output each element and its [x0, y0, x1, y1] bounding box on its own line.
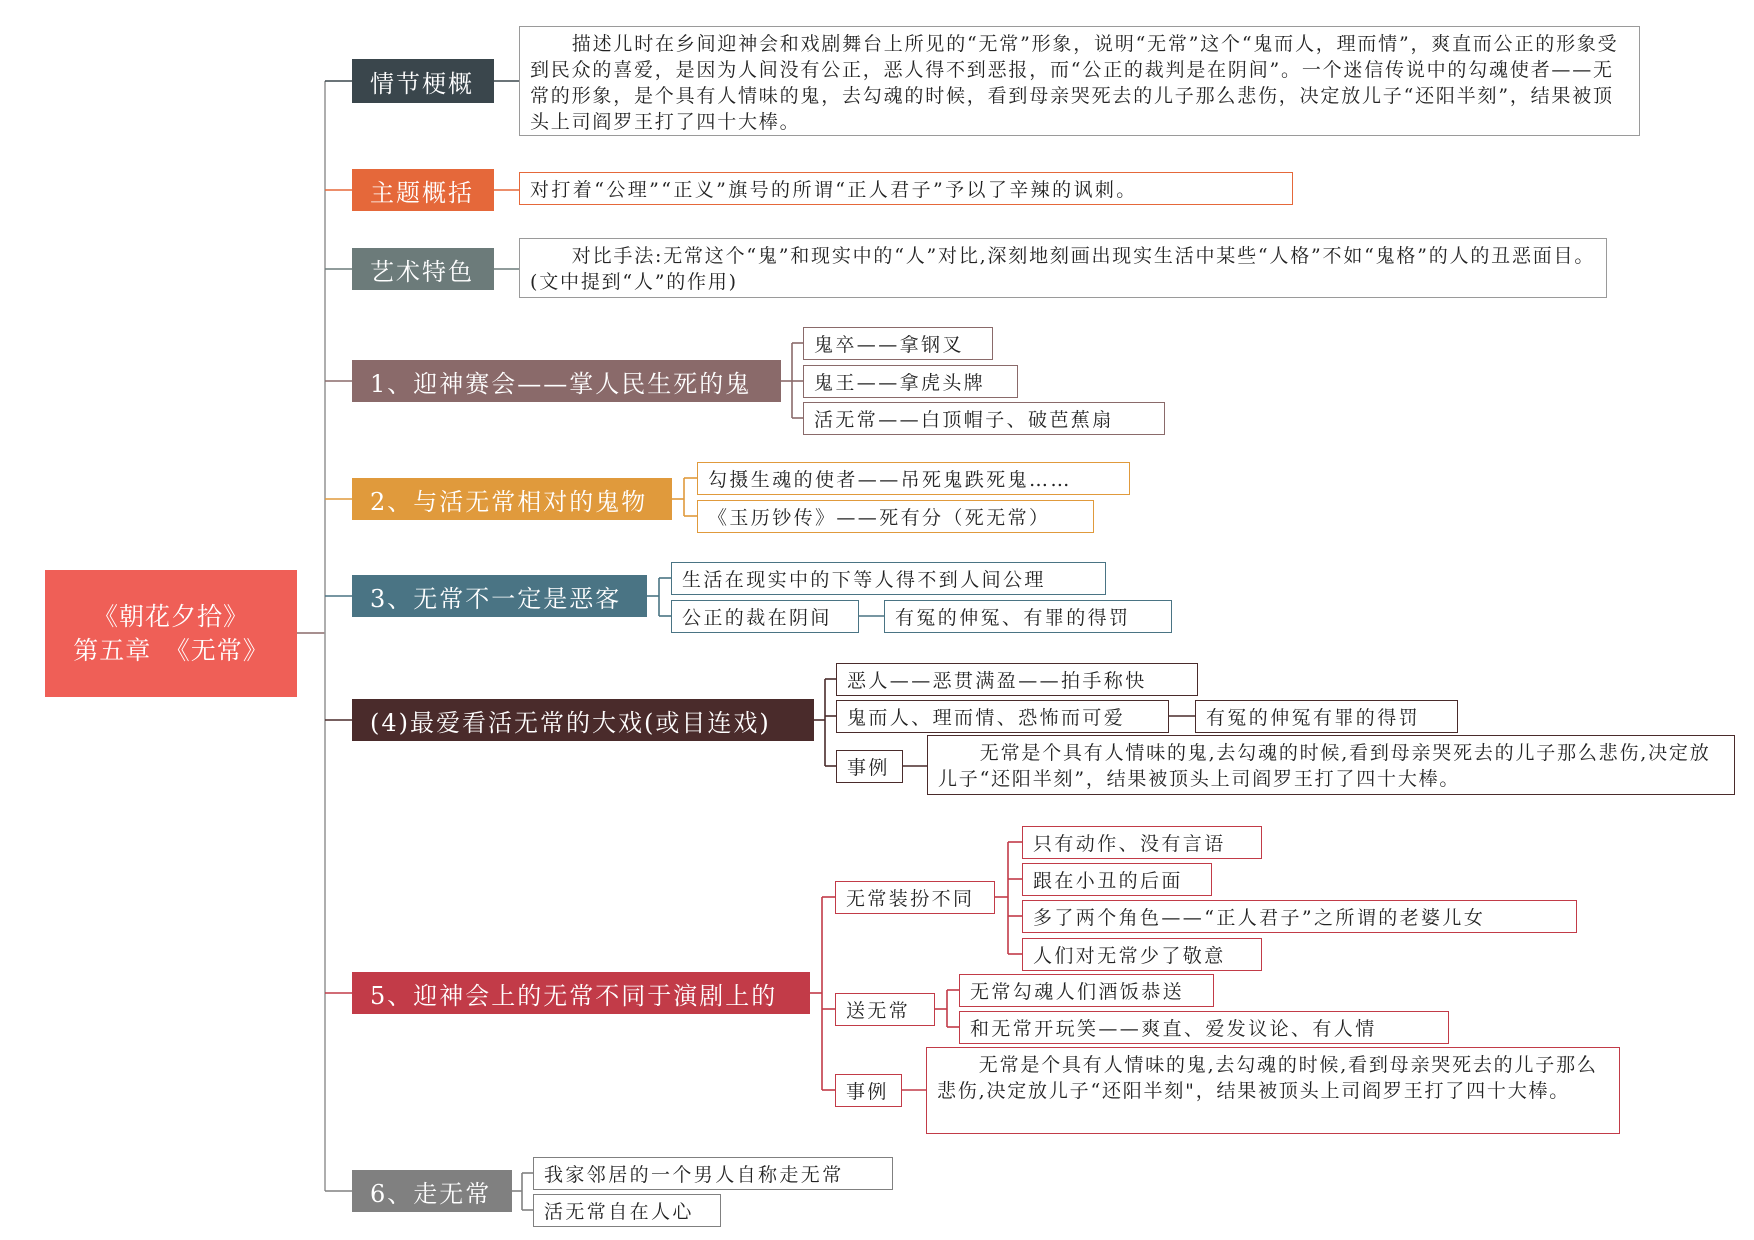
b4-example-text: 无常是个具有人情味的鬼,去勾魂的时候,看到母亲哭死去的儿子那么悲伤,决定放儿子“还阳半刻”，结果被顶头上司阎罗王打了四十大棒。 — [927, 735, 1735, 795]
b1-item-2: 鬼王——拿虎头牌 — [803, 365, 1018, 398]
b5-send-item-2: 和无常开玩笑——爽直、爱发议论、有人情 — [959, 1011, 1449, 1044]
branch-1: 1、迎神赛会——掌人民生死的鬼 — [352, 360, 781, 402]
b3-item-2: 公正的裁在阴间 — [671, 600, 859, 633]
b3-subitem: 有冤的伸冤、有罪的得罚 — [884, 600, 1172, 633]
plot-summary-text: 描述儿时在乡间迎神会和戏剧舞台上所见的“无常”形象，说明“无常”这个“鬼而人，理而情”，爽直而公正的形象受到民众的喜爱，是因为人间没有公正，恶人得不到恶报，而“公正的裁判是在阴间”。一个迷信传说中的勾魂使者——无常的形象，是个具有人情味的鬼，去勾魂的时候，看到母亲哭死去的儿子那么悲伤，决定放儿子“还阳半刻”，结果被顶头上司阎罗王打了四十大棒。 — [519, 26, 1640, 136]
b6-item-1: 我家邻居的一个男人自称走无常 — [533, 1157, 893, 1190]
theme-text: 对打着“公理”“正义”旗号的所谓“正人君子”予以了辛辣的讽刺。 — [519, 172, 1293, 205]
branch-5: 5、迎神会上的无常不同于演剧上的 — [352, 972, 810, 1014]
root-title-line1: 《朝花夕拾》 — [92, 601, 249, 631]
b3-item-1: 生活在现实中的下等人得不到人间公理 — [671, 562, 1106, 595]
branch-2: 2、与活无常相对的鬼物 — [352, 478, 672, 520]
b1-item-3: 活无常——白顶帽子、破芭蕉扇 — [803, 402, 1165, 435]
b5-send-label: 送无常 — [835, 993, 935, 1026]
root-topic — [45, 570, 297, 697]
branch-plot: 情节梗概 — [352, 59, 494, 103]
b4-example-label: 事例 — [836, 750, 903, 783]
branch-4: (4)最爱看活无常的大戏(或目连戏) — [352, 699, 814, 741]
b5-dress-item-3: 多了两个角色——“正人君子”之所谓的老婆儿女 — [1022, 900, 1577, 933]
b5-dress-item-2: 跟在小丑的后面 — [1022, 863, 1212, 896]
b2-item-1: 勾摄生魂的使者——吊死鬼跌死鬼…… — [697, 462, 1130, 495]
root-title-line2: 第五章 《无常》 — [73, 635, 269, 665]
branch-6: 6、走无常 — [352, 1170, 512, 1212]
branch-art: 艺术特色 — [352, 248, 494, 290]
b5-dress-label: 无常装扮不同 — [835, 881, 995, 914]
b4-item-1: 恶人——恶贯满盈——拍手称快 — [836, 663, 1198, 696]
b2-item-2: 《玉历钞传》——死有分（死无常） — [697, 500, 1094, 533]
b1-item-1: 鬼卒——拿钢叉 — [803, 327, 993, 360]
b5-example-label: 事例 — [835, 1074, 902, 1107]
branch-theme: 主题概括 — [352, 169, 494, 211]
b5-send-item-1: 无常勾魂人们酒饭恭送 — [959, 974, 1214, 1007]
b6-item-2: 活无常自在人心 — [533, 1194, 721, 1227]
b5-example-text: 无常是个具有人情味的鬼,去勾魂的时候,看到母亲哭死去的儿子那么悲伤,决定放儿子“还阳半刻"，结果被顶头上司阎罗王打了四十大棒。 — [926, 1047, 1620, 1134]
art-feature-text: 对比手法:无常这个“鬼”和现实中的“人”对比,深刻地刻画出现实生活中某些“人格”不如“鬼格”的人的丑恶面目。(文中提到“人”的作用) — [519, 238, 1607, 298]
branch-3: 3、无常不一定是恶客 — [352, 575, 647, 617]
b4-item-2: 鬼而人、理而情、恐怖而可爱 — [836, 700, 1169, 733]
b4-subitem: 有冤的伸冤有罪的得罚 — [1195, 700, 1458, 733]
b5-dress-item-1: 只有动作、没有言语 — [1022, 826, 1262, 859]
b5-dress-item-4: 人们对无常少了敬意 — [1022, 938, 1262, 971]
